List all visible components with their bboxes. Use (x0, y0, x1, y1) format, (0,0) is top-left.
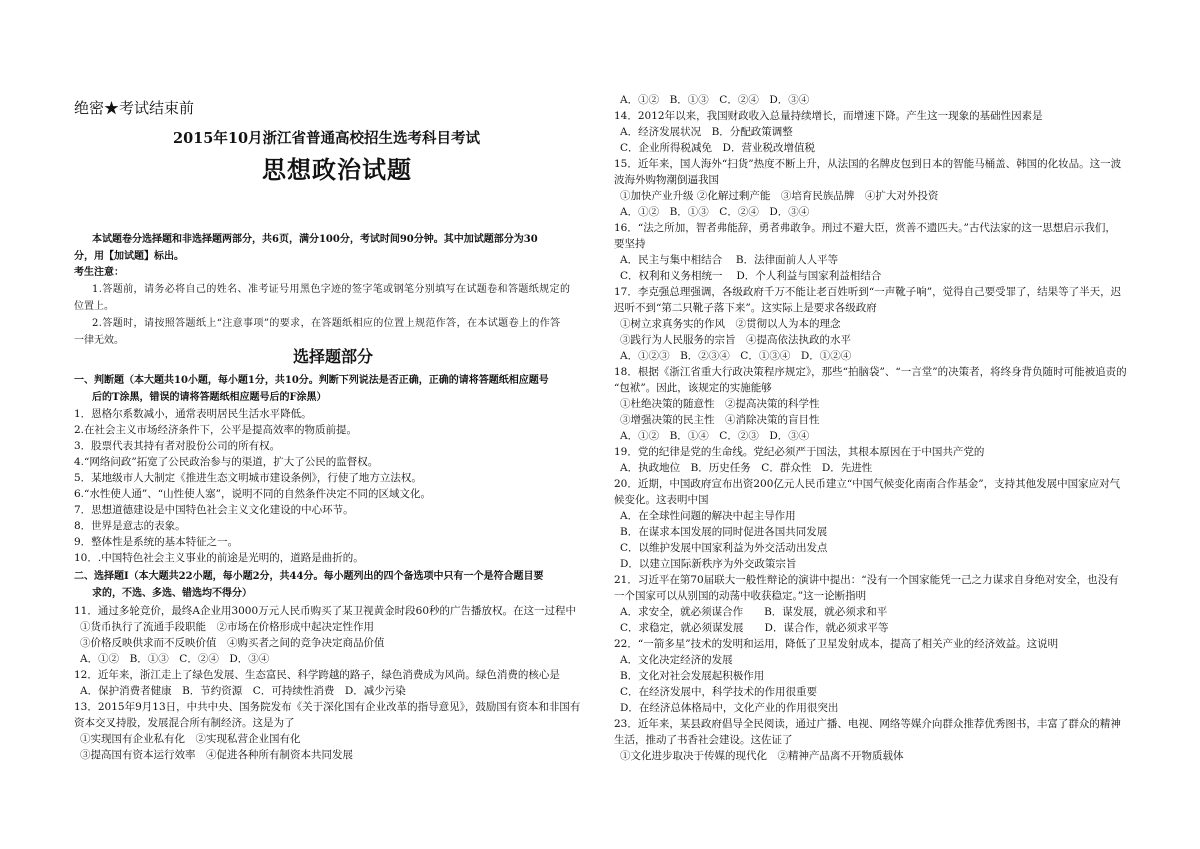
question-line: 14．2012年以来，我国财政收入总量持续增长，而增速下降。产生这一现象的基础性因素是 (614, 110, 1043, 122)
option-line: ①树立求真务实的作风 ②贯彻以人为本的理念 (620, 318, 841, 330)
option-line: ①实现国有企业私有化 ②实现私营企业国有化 (80, 733, 301, 745)
answer-choices: C．企业所得税减免 D．营业税改增值税 (620, 142, 815, 154)
answer-choices: B．在谋求本国发展的同时促进各国共同发展 (620, 526, 828, 538)
intro-line-2: 分，用【加试题】标出。 (74, 251, 184, 262)
answer-choices: D．以建立国际新秩序为外交政策宗旨 (620, 558, 797, 570)
section-title: 选择题部分 (293, 347, 374, 366)
judgment-item: 4.“网络问政”拓宽了公民政治参与的渠道，扩大了公民的监督权。 (74, 456, 379, 468)
answer-choices: A．①② B．①③ C．②④ D．③④ (620, 94, 810, 106)
intro-line-1: 本试题卷分选择题和非选择题两部分，共6页，满分100分，考试时间90分钟。其中加试题部分为30 (92, 234, 538, 245)
question-line: 21．习近平在第70届联大一般性辩论的演讲中提出：“没有一个国家能凭一己之力谋求自身绝对安全，也没有 (614, 574, 1119, 586)
question-line: 生活，推动了书香社会建设。这佐证了 (614, 734, 793, 746)
question-line: “包袱”。因此，该规定的实施能够 (614, 382, 772, 394)
judgment-item: 5．某地级市人大制定《推进生态文明城市建设条例》，行使了地方立法权。 (74, 472, 422, 484)
question-line: 18．根据《浙江省重大行政决策程序规定》，那些“拍脑袋”、“一言堂”的决策者，将终身背负随时可能被追责的 (614, 366, 1127, 378)
question-line: 一个国家可以从别国的动荡中收获稳定。”这一论断指明 (614, 590, 867, 602)
option-line: ③提高国有资本运行效率 ④促进各种所有制资本共同发展 (80, 749, 353, 761)
answer-choices: B．文化对社会发展起积极作用 (620, 670, 765, 682)
part2-heading-a: 二、选择题Ⅰ（本大题共22小题，每小题2分，共44分。每小题列出的四个备选项中只有一个是符合题目要 (74, 571, 544, 582)
answer-choices: A．在全球性问题的解决中起主导作用 (620, 510, 796, 522)
option-line: ①杜绝决策的随意性 ②提高决策的科学性 (620, 398, 820, 410)
right-column (600, 0, 1200, 849)
question-line: 13．2015年9月13日，中共中央、国务院发布《关于深化国有企业改革的指导意见》，鼓励国有资本和非国有 (74, 701, 581, 713)
notice-2-b: 一律无效。 (74, 335, 124, 346)
answer-choices: A．执政地位 B．历史任务 C．群众性 D．先进性 (620, 462, 873, 474)
question-line: 12．近年来，浙江走上了绿色发展、生态富民、科学跨越的路子，绿色消费成为风尚。绿色消费的核心是 (74, 669, 560, 681)
question-line: 候变化。这表明中国 (614, 494, 709, 506)
question-line: 16．“法之所加，智者弗能辞，勇者弗敢争。刑过不避大臣，赏善不遗匹夫。”古代法家的这一思想启示我们， (614, 222, 1116, 234)
answer-choices: C．以维护发展中国家利益为外交活动出发点 (620, 542, 828, 554)
question-line: 22．“一箭多星”技术的发明和运用，降低了卫星发射成本，提高了相关产业的经济效益。这说明 (614, 638, 1059, 650)
notice-title: 考生注意： (74, 267, 124, 278)
notice-1-b: 位置上。 (74, 301, 114, 312)
answer-choices: A．文化决定经济的发展 (620, 654, 733, 666)
question-line: 11．通过多轮竞价，最终A企业用3000万元人民币购买了某卫视黄金时段60秒的广告播放权。在这一过程中 (74, 605, 577, 617)
question-line: 要坚持 (614, 238, 646, 250)
exam-title: 2015年10月浙江省普通高校招生选考科目考试 (173, 130, 481, 147)
judgment-item: 6.“水性使人通”、“山性使人塞”，说明不同的自然条件决定不同的区域文化。 (74, 488, 431, 500)
judgment-item: 7．思想道德建设是中国特色社会主义文化建设的中心环节。 (74, 504, 354, 516)
question-line: 波海外购物潮倒逼我国 (614, 174, 719, 186)
answer-choices: A．①② B．①③ C．②④ D．③④ (80, 653, 270, 665)
judgment-item: 1．恩格尔系数减小，通常表明居民生活水平降低。 (74, 408, 312, 420)
answer-choices: C．求稳定，就必须谋发展 D．谋合作，就必须求平等 (620, 622, 889, 634)
answer-choices: D．在经济总体格局中，文化产业的作用很突出 (620, 702, 839, 714)
part2-heading-b: 求的，不选、多选、错选均不得分） (92, 588, 252, 599)
question-line: 资本交叉持股，发展混合所有制经济。这是为了 (74, 717, 295, 729)
answer-choices: A．民主与集中相结合 B．法律面前人人平等 (620, 254, 839, 266)
subject-title: 思想政治试题 (262, 155, 412, 184)
answer-choices: A．经济发展状况 B．分配政策调整 (620, 126, 793, 138)
option-line: ①文化进步取决于传媒的现代化 ②精神产品离不开物质载体 (620, 750, 904, 762)
judgment-item: 8．世界是意志的表象。 (74, 520, 186, 532)
judgment-item: 10．.中国特色社会主义事业的前途是光明的，道路是曲折的。 (74, 552, 364, 564)
option-line: ③价格反映供求而不反映价值 ④购买者之间的竞争决定商品价值 (80, 637, 385, 649)
answer-choices: A．保护消费者健康 B．节约资源 C．可持续性消费 D．减少污染 (80, 685, 406, 697)
answer-choices: C．权利和义务相统一 D．个人利益与国家利益相结合 (620, 270, 882, 282)
judgment-item: 3．股票代表其持有者对股份公司的所有权。 (74, 440, 281, 452)
question-line: 迟听不到“第二只靴子落下来”。这实际上是要求各级政府 (614, 302, 877, 314)
answer-choices: C．在经济发展中，科学技术的作用很重要 (620, 686, 818, 698)
part1-heading-b: 后的T涂黑，错误的请将答题纸相应题号后的F涂黑） (92, 392, 327, 403)
option-line: ③增强决策的民主性 ④消除决策的盲目性 (620, 414, 820, 426)
confidential-label: 绝密★考试结束前 (74, 99, 195, 117)
option-line: ①货币执行了流通手段职能 ②市场在价格形成中起决定性作用 (80, 621, 374, 633)
option-line: ③践行为人民服务的宗旨 ④提高依法执政的水平 (620, 334, 851, 346)
answer-choices: A．求安全，就必须谋合作 B．谋发展，就必须求和平 (620, 606, 888, 618)
judgment-item: 2.在社会主义市场经济条件下，公平是提高效率的物质前提。 (74, 424, 358, 436)
question-line: 20．近期，中国政府宣布出资200亿元人民币建立“中国气候变化南南合作基金”，支持其他发展中国家应对气 (614, 478, 1121, 490)
judgment-item: 9．整体性是系统的基本特征之一。 (74, 536, 239, 548)
answer-choices: A．①② B．①③ C．②④ D．③④ (620, 206, 810, 218)
notice-1-a: 1.答题前，请务必将自己的姓名、准考证号用黑色字迹的签字笔或钢笔分别填写在试题卷和答题纸规定的 (92, 284, 571, 295)
question-line: 23．近年来，某县政府倡导全民阅读，通过广播、电视、网络等媒介向群众推荐优秀图书，丰富了群众的精神 (614, 718, 1121, 730)
question-line: 19．党的纪律是党的生命线。党纪必须严于国法，其根本原因在于中国共产党的 (614, 446, 985, 458)
question-line: 15．近年来，国人海外“扫货”热度不断上升，从法国的名牌皮包到日本的智能马桶盖、韩国的化妆品。这一波 (614, 158, 1122, 170)
notice-2-a: 2.答题时，请按照答题纸上“注意事项”的要求，在答题纸相应的位置上规范作答，在本试题卷上的作答 (92, 318, 561, 329)
answer-choices: A．①② B．①④ C．②③ D．③④ (620, 430, 810, 442)
part1-heading-a: 一、判断题（本大题共10小题，每小题1分，共10分。判断下列说法是否正确，正确的请将答题纸相应题号 (74, 375, 549, 386)
answer-choices: A．①②③ B．②③④ C．①③④ D．①②④ (620, 350, 852, 362)
question-line: 17．李克强总理强调，各级政府千万不能让老百姓听到“一声靴子响”，觉得自己要受罪了，结果等了半天，迟 (614, 286, 1122, 298)
option-line: ①加快产业升级 ②化解过剩产能 ③培育民族品牌 ④扩大对外投资 (620, 190, 939, 202)
